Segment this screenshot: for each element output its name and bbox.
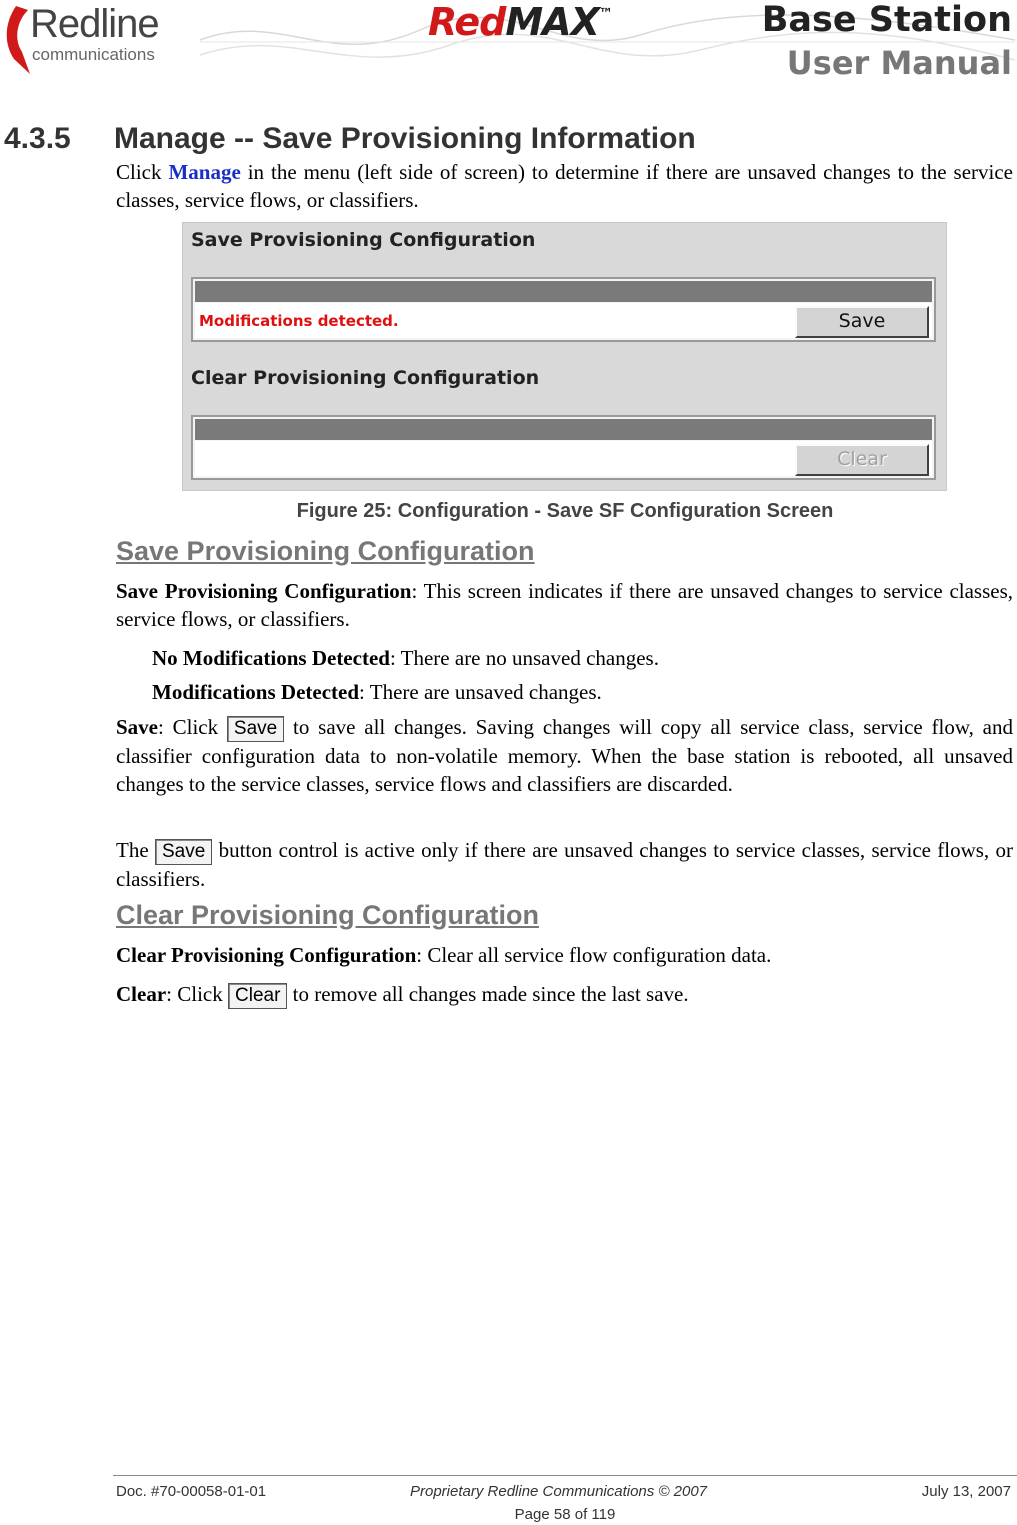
manual-title: Base Station	[761, 0, 1012, 40]
save-active-paragraph: The Save button control is active only if there are unsaved changes to service classes, service flows, or classifiers.	[116, 838, 1013, 891]
save-heading: Save Provisioning Configuration	[116, 536, 535, 566]
figure-save-title: Save Provisioning Configuration	[191, 229, 536, 251]
figure-clear-panel	[191, 415, 936, 480]
footer-divider	[113, 1475, 1017, 1476]
no-modifications-item: No Modifications Detected: There are no unsaved changes.	[152, 646, 659, 670]
section-number: 4.3.5	[4, 122, 71, 155]
logo-subtitle: communications	[32, 45, 155, 64]
modifications-item: Modifications Detected: There are unsaved changes.	[152, 680, 602, 704]
save-paragraph: Save: Click Save to save all changes. Saving changes will copy all service class, service flow, and classifier configuration data to non-volatile memory. When the base station is rebooted, all unsaved changes to the service classes, service flows and classifiers are discarded.	[116, 715, 1013, 796]
section-title: Manage -- Save Provisioning Information	[114, 122, 696, 155]
figure-clear-title: Clear Provisioning Configuration	[191, 367, 540, 389]
clear-description: Clear Provisioning Configuration: Clear all service flow configuration data.	[116, 943, 772, 967]
footer-date: July 13, 2007	[921, 1483, 1011, 1500]
figure-clear-button[interactable]: Clear	[795, 444, 929, 476]
section-heading	[4, 122, 696, 156]
page-header	[0, 0, 1017, 85]
manage-link[interactable]: Manage	[168, 160, 241, 184]
inline-save-button-2: Save	[155, 839, 212, 865]
figure-screenshot	[182, 222, 947, 491]
figure-caption: Figure 25: Configuration - Save SF Configuration Screen	[296, 500, 834, 522]
footer-copyright: Proprietary Redline Communications © 2007	[410, 1483, 708, 1500]
clear-paragraph: Clear: Click Clear to remove all changes made since the last save.	[116, 980, 1013, 1009]
figure-save-button[interactable]: Save	[795, 306, 929, 338]
logo-wordmark: Redline	[30, 2, 159, 46]
intro-paragraph: Click Manage in the menu (left side of screen) to determine if there are unsaved changes to the service classes, service flows, or classifiers.	[116, 160, 1013, 212]
product-name: RedMAX™	[428, 0, 612, 44]
clear-heading: Clear Provisioning Configuration	[116, 900, 540, 930]
inline-save-button: Save	[227, 716, 284, 742]
save-description: Save Provisioning Configuration: This screen indicates if there are unsaved changes to service classes, service flows, or classifiers.	[116, 579, 1014, 631]
manual-subtitle: User Manual	[786, 44, 1012, 82]
figure-save-panel	[191, 277, 936, 342]
inline-clear-button: Clear	[228, 983, 287, 1009]
figure-modifications-message: Modifications detected.	[199, 312, 399, 330]
footer-page-number: Page 58 of 119	[514, 1506, 616, 1523]
footer-doc-number: Doc. #70-00058-01-01	[116, 1483, 267, 1500]
